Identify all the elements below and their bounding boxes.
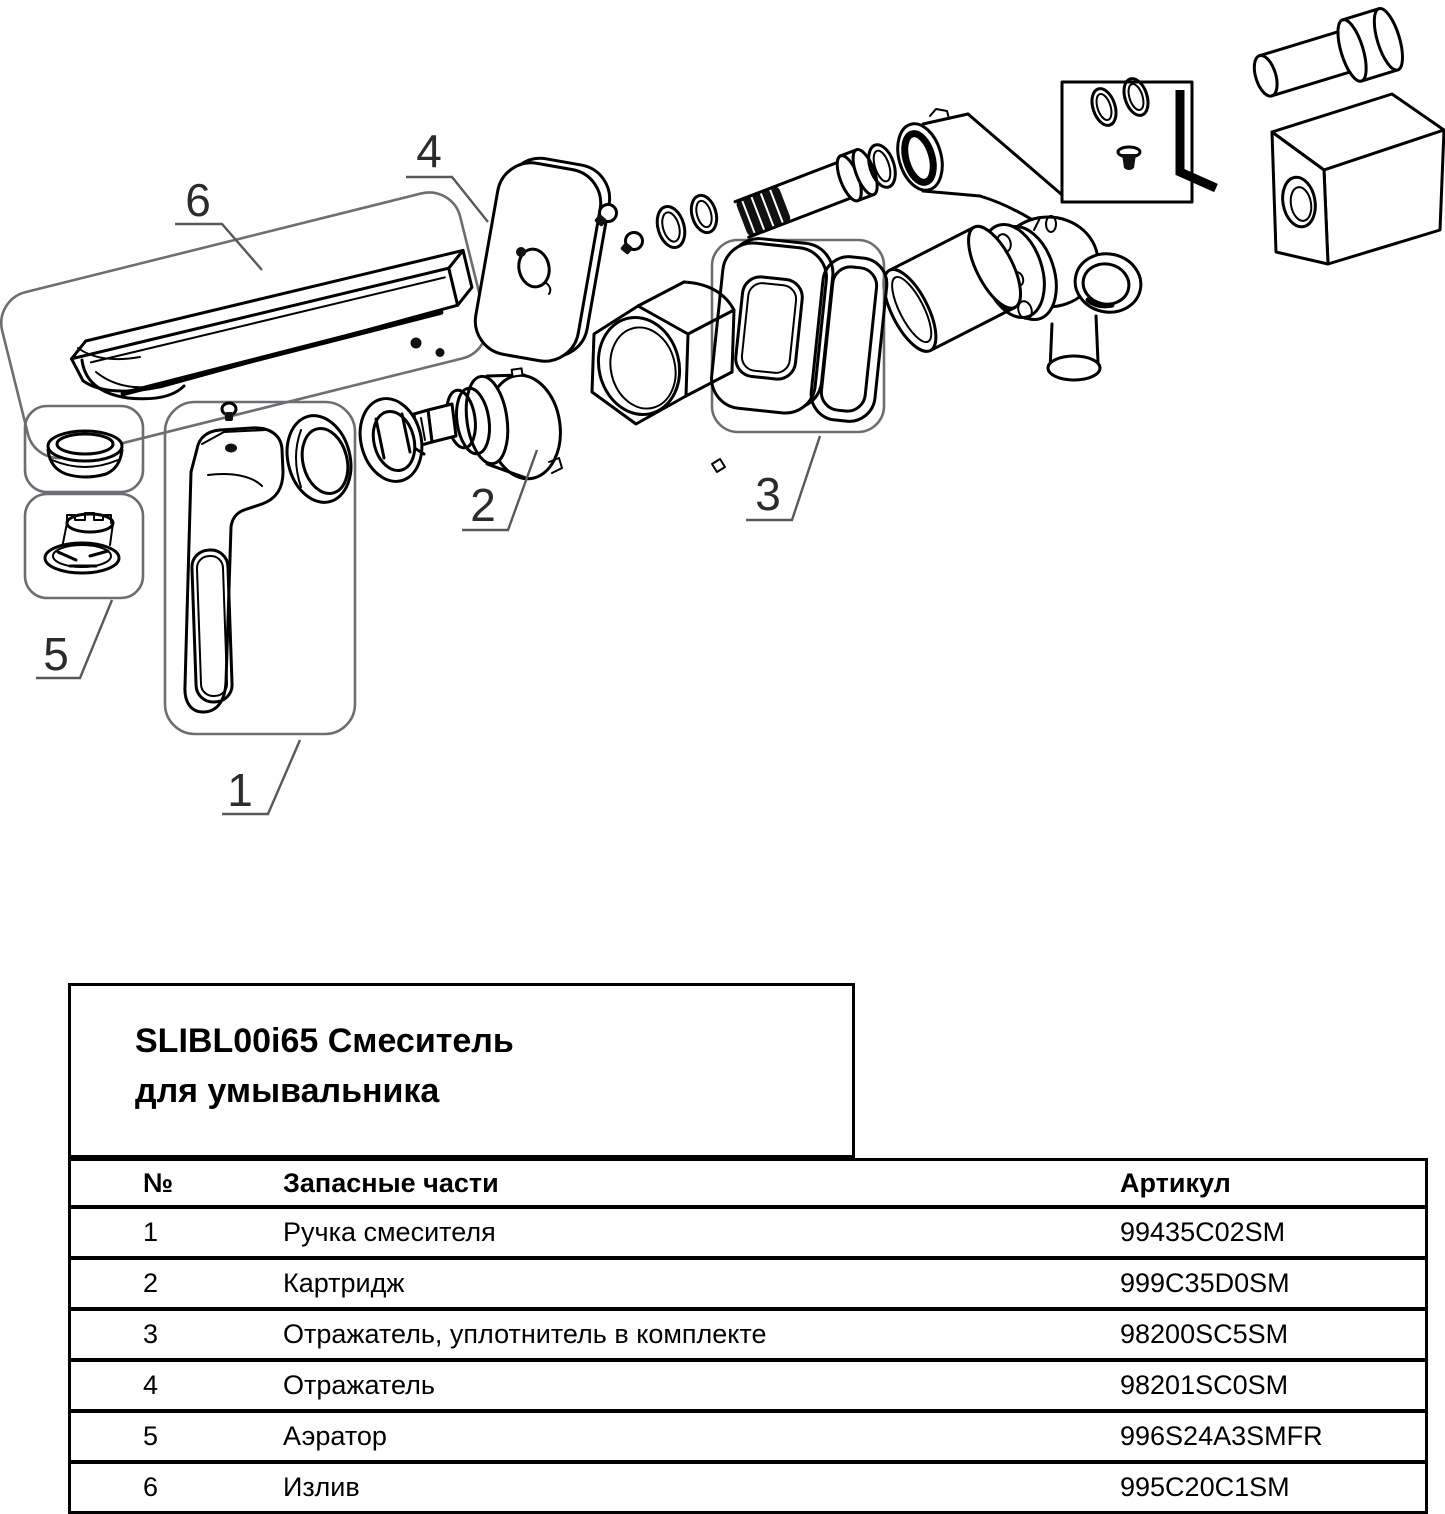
table-row (71, 1362, 1425, 1413)
screws-orings-drawing (594, 192, 721, 255)
row-sku: 999C35D0SM (1120, 1268, 1290, 1298)
table-row (71, 1413, 1425, 1464)
table-header-row (71, 1161, 1425, 1209)
callout-label-3: 3 (755, 468, 781, 520)
product-title-line1: SLIBL00i65 Смеситель (135, 1022, 514, 1060)
row-num: 3 (143, 1319, 159, 1349)
connector-cylinder-drawing (1247, 5, 1408, 110)
row-name: Ручка смесителя (283, 1217, 496, 1247)
row-num: 2 (143, 1268, 159, 1298)
elbow-connector-drawing (890, 109, 1068, 226)
row-num: 1 (143, 1217, 159, 1247)
wall-panel-drawing (1062, 76, 1216, 202)
spout-callout-6 (175, 174, 262, 270)
cartridge-drawing (414, 368, 567, 483)
aerator-callout-5 (36, 600, 112, 680)
row-sku: 98201SC0SM (1120, 1370, 1289, 1400)
table-row (71, 1311, 1425, 1362)
header-num: № (143, 1167, 174, 1198)
aerator-drawing (45, 431, 122, 573)
row-name: Аэратор (283, 1421, 387, 1451)
product-title (135, 1016, 514, 1116)
callout-label-5: 5 (43, 628, 69, 680)
row-name: Картридж (283, 1268, 405, 1298)
escutcheon-callout-4 (406, 125, 488, 222)
product-title-box (68, 983, 855, 1158)
row-num: 5 (143, 1421, 159, 1451)
parts-table (68, 1158, 1428, 1514)
callout-label-2: 2 (470, 479, 496, 531)
threaded-pipe-drawing (733, 141, 900, 241)
header-name: Запасные части (283, 1167, 499, 1198)
collar-nut-drawing (352, 392, 431, 488)
row-name: Отражатель, уплотнитель в комплекте (283, 1319, 767, 1349)
header-sku: Артикул (1120, 1167, 1231, 1198)
callout-label-1: 1 (227, 764, 253, 816)
row-sku: 99435C02SM (1120, 1217, 1286, 1247)
callout-label-6: 6 (185, 174, 211, 226)
product-title-line2: для умывальника (135, 1072, 440, 1110)
row-name: Отражатель (283, 1370, 435, 1400)
table-row (71, 1209, 1425, 1260)
row-sku: 996S24A3SMFR (1120, 1421, 1323, 1451)
mounting-block-drawing (1272, 94, 1444, 264)
row-name: Излив (283, 1472, 360, 1502)
handle-callout-1 (222, 740, 300, 816)
spout-drawing (68, 250, 477, 405)
handle-drawing (185, 403, 360, 712)
row-sku: 995C20C1SM (1120, 1472, 1290, 1502)
escutcheon-gasket-callout-3 (746, 436, 820, 520)
row-num: 6 (143, 1472, 159, 1502)
table-row (71, 1260, 1425, 1311)
escutcheon-gasket-drawing (709, 235, 890, 472)
table-row (71, 1464, 1425, 1511)
row-num: 4 (143, 1370, 159, 1400)
callout-label-4: 4 (416, 125, 442, 177)
row-sku: 98200SC5SM (1120, 1319, 1289, 1349)
